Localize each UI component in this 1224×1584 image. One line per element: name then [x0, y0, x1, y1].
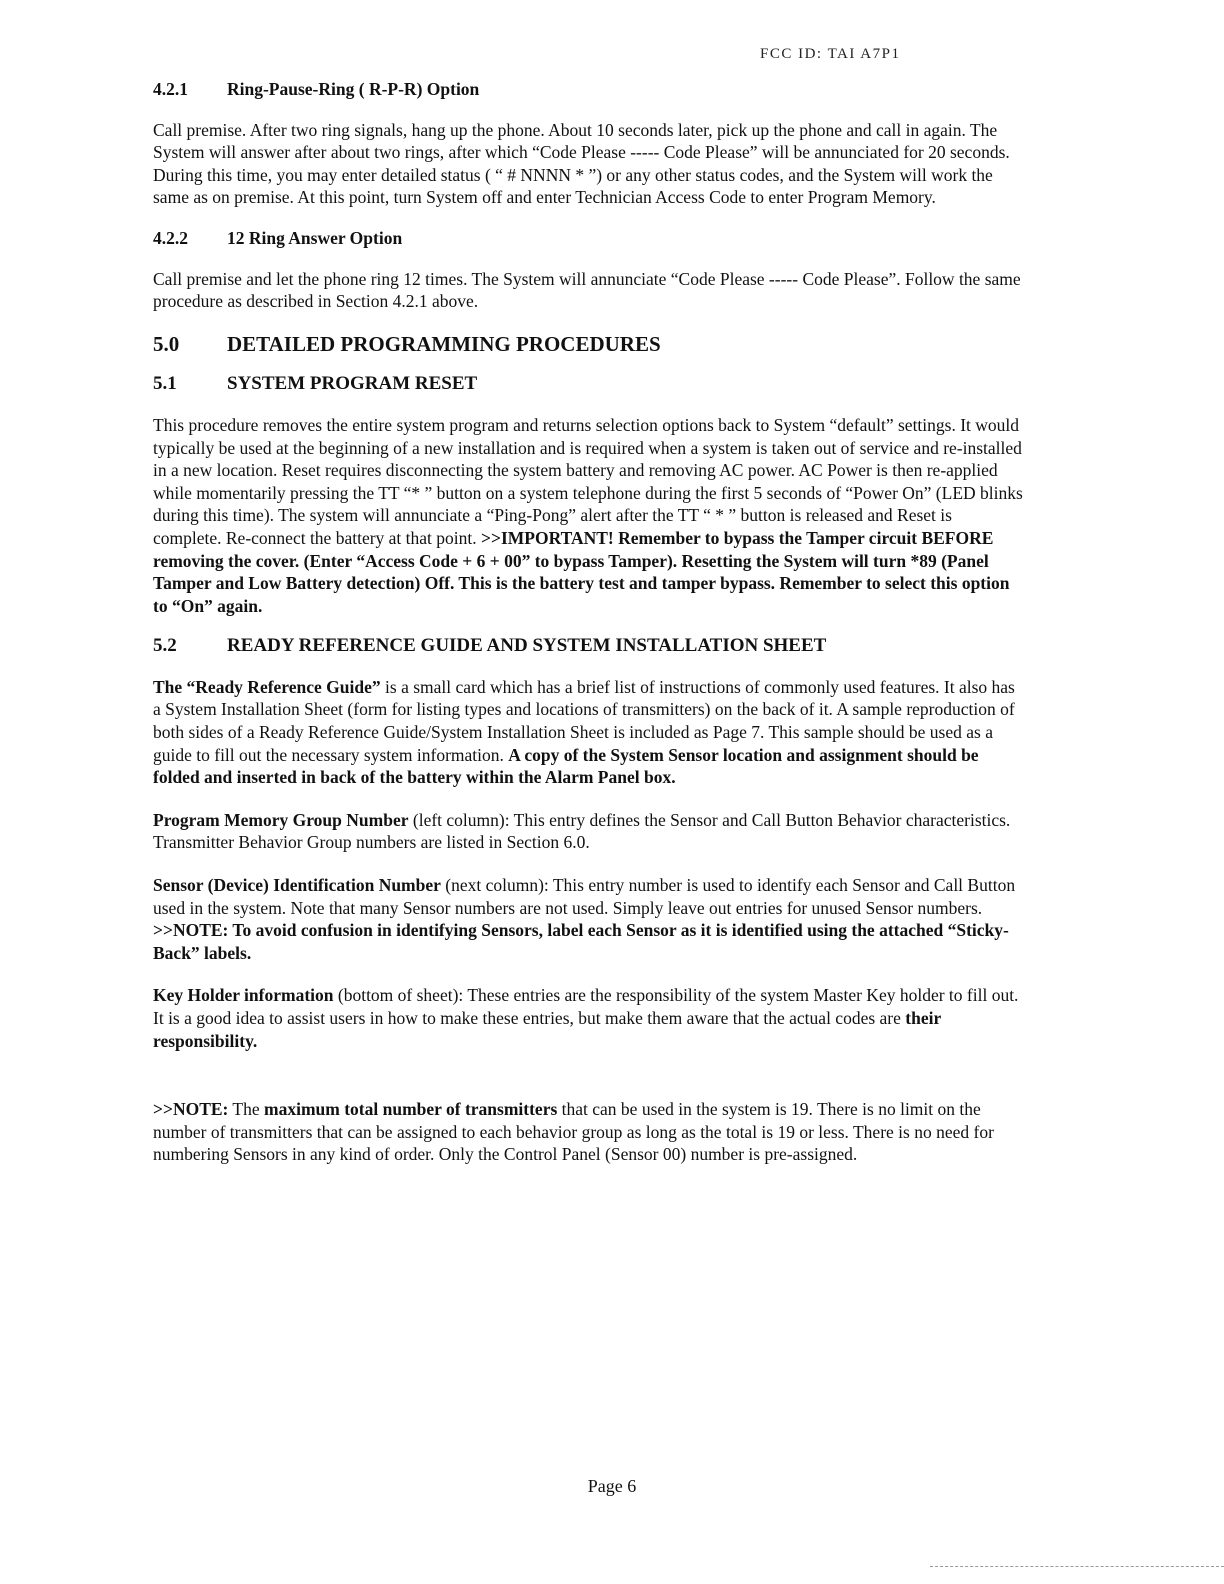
section-title: Ring-Pause-Ring ( R-P-R) Option — [227, 79, 480, 99]
term-ready-reference-guide: The “Ready Reference Guide” — [153, 676, 381, 697]
key-holder-text: (bottom of sheet): These entries are the responsibility of the system Master Key holder to fill out. It is a good idea to assist users in how to make these entries, but make them aware that the actual codes are — [153, 985, 1019, 1028]
paragraph-program-memory-group — [153, 809, 1023, 854]
note-label: >>NOTE: — [153, 1099, 229, 1120]
group-text: (left column): This entry defines the Sensor and Call Button Behavior characteristics. Transmitter Behavior Group numbers are listed in Section 6.0. — [153, 809, 1011, 853]
page-number: Page 6 — [587, 1476, 637, 1496]
section-number: 5.0 — [153, 331, 180, 356]
scan-artifact-line — [930, 1566, 1224, 1568]
section-heading-5-1 — [153, 373, 1023, 396]
paragraph-12-ring-option: Call premise and let the phone ring 12 times. The System will annunciate “Code Please ----- Code Please”. Follow the same procedure as described in Section 4.2.1 above. — [153, 268, 1021, 312]
term-sensor-identification: Sensor (Device) Identification Number — [153, 875, 441, 896]
reset-important-note: >>IMPORTANT! Remember to bypass the Tamper circuit BEFORE removing the cover. (Enter “Access Code + 6 + 00” to bypass Tamper). Resetting the System will turn *89 (Panel Tamper and Low Battery detection) Off. This is the battery test and tamper bypass. Remember to select this option to “On” again. — [153, 527, 1010, 616]
section-title: 12 Ring Answer Option — [227, 227, 403, 248]
paragraph-max-transmitters-note — [153, 1098, 1023, 1166]
paragraph-key-holder — [153, 984, 1023, 1052]
note-text-2: that can be used in the system is 19. There is no limit on the number of transmitters that can be assigned to each behavior group as long as the total is 19 or less. There is no need for numbering Sensors in any kind of order. Only the Control Panel (Sensor 00) number is pre-assigned. — [153, 1099, 994, 1165]
guide-bold-note: A copy of the System Sensor location and assignment should be folded and inserted in back of the battery within the Alarm Panel box. — [153, 744, 979, 788]
paragraph-rpr-option: Call premise. After two ring signals, hang up the phone. About 10 seconds later, pick up the phone and call in again. The System will answer after about two rings, after which “Code Please ----- Code Please” will be annunciated for 20 seconds. During this time, you may enter detailed status ( “ # NNNN * ”) or any other status codes, and the System will work the same as on premise. At this point, turn System off and enter Technician Access Code to enter Program Memory. — [153, 119, 1010, 208]
section-heading-4-2-2 — [153, 227, 1023, 250]
note-bold-term: maximum total number of transmitters — [264, 1099, 558, 1120]
reset-text: This procedure removes the entire system program and returns selection options back to System “default” settings. It would typically be used at the beginning of a new installation and is required when a system is taken out of service and re-installed in a new location. Reset requires disconnecting the system battery and removing AC power. AC Power is then re-applied while momentarily pressing the TT “* ” button on a system telephone during the first 5 seconds of “Power On” (LED blinks during this time). The system will annunciate a “Ping-Pong” alert after the TT “ * ” button is released and Reset is complete. Re-connect the battery at that point. — [153, 414, 1023, 548]
sensor-note: >>NOTE: To avoid confusion in identifying Sensors, label each Sensor as it is identified using the attached “Sticky-Back” labels. — [153, 920, 1009, 963]
fcc-id-header: FCC ID: TAI A7P1 — [760, 46, 901, 62]
section-heading-5-2 — [153, 635, 1023, 658]
note-text-1: The — [228, 1099, 265, 1120]
term-program-memory-group: Program Memory Group Number — [153, 809, 409, 830]
term-key-holder: Key Holder information — [153, 985, 334, 1006]
section-title: DETAILED PROGRAMMING PROCEDURES — [227, 331, 661, 356]
key-holder-bold: their responsibility. — [153, 1008, 941, 1051]
paragraph-system-reset — [153, 414, 1023, 617]
section-title: SYSTEM PROGRAM RESET — [227, 373, 478, 395]
sensor-text: (next column): This entry number is used to identify each Sensor and Call Button used in the system. Note that many Sensor numbers are not used. Simply leave out entries for unused Sensor numbers. — [153, 875, 1016, 918]
section-title: READY REFERENCE GUIDE AND SYSTEM INSTALLATION SHEET — [227, 635, 827, 657]
paragraph-ready-reference-guide — [153, 676, 1023, 789]
section-number: 5.1 — [153, 373, 177, 395]
section-number: 5.2 — [153, 635, 177, 657]
page-content — [153, 78, 1023, 1166]
section-number: 4.2.2 — [153, 227, 188, 248]
guide-text: is a small card which has a brief list of instructions of commonly used features. It also has a System Installation Sheet (form for listing types and locations of transmitters) on the back of it. A sample reproduction of both sides of a Ready Reference Guide/System Installation Sheet is included as Page 7. This sample should be used as a guide to fill out the necessary system information. — [153, 676, 1015, 765]
paragraph-sensor-identification — [153, 874, 1023, 964]
section-number: 4.2.1 — [153, 79, 188, 99]
section-heading-5-0 — [153, 333, 1023, 356]
section-heading-4-2-1 — [153, 78, 1023, 101]
